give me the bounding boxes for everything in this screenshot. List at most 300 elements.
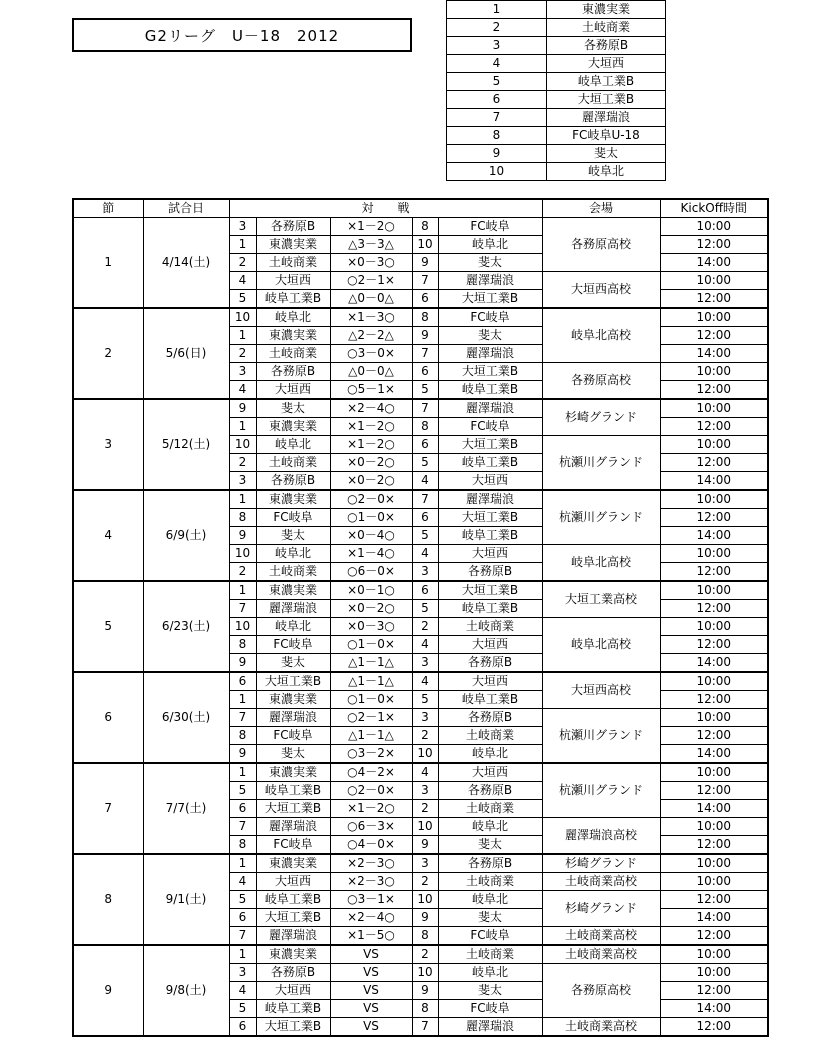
home-team: 大垣工業B: [256, 800, 330, 818]
match-result: ○4－0×: [330, 836, 412, 855]
away-team: 土岐商業: [438, 800, 542, 818]
away-team-number: 2: [412, 727, 438, 745]
home-team-number: 10: [229, 308, 256, 327]
kickoff-time: 12:00: [660, 782, 768, 800]
kickoff-time: 10:00: [660, 818, 768, 836]
header-round: 節: [73, 199, 143, 218]
header-venue: 会場: [542, 199, 660, 218]
match-result: ○6－3×: [330, 818, 412, 836]
kickoff-time: 10:00: [660, 709, 768, 727]
home-team-number: 3: [229, 363, 256, 381]
away-team: 土岐商業: [438, 727, 542, 745]
match-result: ○2－1×: [330, 709, 412, 727]
home-team: 大垣西: [256, 873, 330, 891]
away-team-number: 10: [412, 236, 438, 254]
match-result: ×1－4○: [330, 545, 412, 563]
match-result: ×1－2○: [330, 418, 412, 436]
home-team: 東濃実業: [256, 945, 330, 964]
away-team-number: 10: [412, 818, 438, 836]
away-team: 大垣西: [438, 472, 542, 491]
kickoff-time: 12:00: [660, 454, 768, 472]
team-row: [447, 37, 666, 55]
home-team: 大垣西: [256, 982, 330, 1000]
match-row: [73, 399, 768, 418]
away-team: 斐太: [438, 836, 542, 855]
match-result: ×1－3○: [330, 308, 412, 327]
match-result: ×1－5○: [330, 927, 412, 946]
team-number: 7: [447, 109, 547, 127]
home-team: 岐阜北: [256, 436, 330, 454]
team-name: 岐阜工業B: [547, 73, 666, 91]
kickoff-time: 10:00: [660, 672, 768, 691]
away-team: 各務原B: [438, 854, 542, 873]
home-team: 岐阜工業B: [256, 782, 330, 800]
home-team: 斐太: [256, 399, 330, 418]
home-team: 東濃実業: [256, 763, 330, 782]
home-team: FC岐阜: [256, 836, 330, 855]
away-team-number: 5: [412, 381, 438, 400]
home-team: 土岐商業: [256, 254, 330, 272]
kickoff-time: 10:00: [660, 272, 768, 290]
kickoff-time: 12:00: [660, 327, 768, 345]
home-team-number: 6: [229, 909, 256, 927]
away-team: 麗澤瑞浪: [438, 1018, 542, 1037]
away-team: 土岐商業: [438, 873, 542, 891]
header-kickoff: KickOff時間: [660, 199, 768, 218]
home-team-number: 5: [229, 782, 256, 800]
away-team: 大垣工業B: [438, 509, 542, 527]
away-team: 岐阜北: [438, 818, 542, 836]
away-team-number: 3: [412, 782, 438, 800]
match-result: ○2－0×: [330, 490, 412, 509]
team-name: 岐阜北: [547, 163, 666, 181]
home-team-number: 4: [229, 381, 256, 400]
round-number: 9: [73, 945, 143, 1036]
home-team-number: 4: [229, 272, 256, 290]
match-result: VS: [330, 945, 412, 964]
match-result: VS: [330, 982, 412, 1000]
venue: 杉崎グランド: [542, 891, 660, 927]
away-team: FC岐阜: [438, 1000, 542, 1018]
team-number: 9: [447, 145, 547, 163]
match-result: ○3－2×: [330, 745, 412, 764]
home-team-number: 6: [229, 1018, 256, 1037]
team-row: [447, 1, 666, 19]
venue: 岐阜北高校: [542, 618, 660, 673]
venue: 各務原高校: [542, 363, 660, 400]
home-team: 各務原B: [256, 964, 330, 982]
home-team-number: 5: [229, 1000, 256, 1018]
home-team-number: 9: [229, 654, 256, 673]
kickoff-time: 12:00: [660, 563, 768, 582]
match-row: [73, 763, 768, 782]
away-team: 岐阜工業B: [438, 381, 542, 400]
venue: 岐阜北高校: [542, 308, 660, 363]
match-row: [73, 672, 768, 691]
match-result: ○1－0×: [330, 509, 412, 527]
team-name: 東濃実業: [547, 1, 666, 19]
match-result: ○2－1×: [330, 272, 412, 290]
home-team-number: 8: [229, 509, 256, 527]
home-team-number: 1: [229, 691, 256, 709]
away-team-number: 8: [412, 418, 438, 436]
home-team-number: 9: [229, 527, 256, 545]
home-team-number: 4: [229, 873, 256, 891]
kickoff-time: 14:00: [660, 472, 768, 491]
match-result: ○2－0×: [330, 782, 412, 800]
match-result: ×0－1○: [330, 581, 412, 600]
home-team: 各務原B: [256, 363, 330, 381]
home-team: 斐太: [256, 527, 330, 545]
home-team-number: 1: [229, 854, 256, 873]
team-name: 各務原B: [547, 37, 666, 55]
away-team-number: 9: [412, 327, 438, 345]
away-team-number: 7: [412, 490, 438, 509]
away-team: 各務原B: [438, 782, 542, 800]
home-team: FC岐阜: [256, 727, 330, 745]
home-team: 土岐商業: [256, 454, 330, 472]
away-team: 各務原B: [438, 654, 542, 673]
match-result: ×2－4○: [330, 399, 412, 418]
venue: 岐阜北高校: [542, 545, 660, 582]
home-team-number: 6: [229, 800, 256, 818]
kickoff-time: 12:00: [660, 691, 768, 709]
away-team-number: 6: [412, 363, 438, 381]
match-result: ○3－0×: [330, 345, 412, 363]
kickoff-time: 14:00: [660, 527, 768, 545]
home-team: 岐阜工業B: [256, 1000, 330, 1018]
away-team: 土岐商業: [438, 618, 542, 636]
home-team-number: 9: [229, 399, 256, 418]
home-team: 東濃実業: [256, 691, 330, 709]
away-team-number: 2: [412, 873, 438, 891]
kickoff-time: 12:00: [660, 236, 768, 254]
kickoff-time: 10:00: [660, 218, 768, 236]
kickoff-time: 14:00: [660, 254, 768, 272]
venue: 杭瀬川グランド: [542, 436, 660, 491]
home-team-number: 2: [229, 254, 256, 272]
kickoff-time: 12:00: [660, 636, 768, 654]
home-team-number: 5: [229, 290, 256, 309]
match-result: ×0－2○: [330, 454, 412, 472]
home-team-number: 3: [229, 964, 256, 982]
kickoff-time: 10:00: [660, 399, 768, 418]
home-team-number: 7: [229, 600, 256, 618]
home-team-number: 2: [229, 345, 256, 363]
match-result: ×1－2○: [330, 436, 412, 454]
match-row: [73, 218, 768, 236]
home-team: 大垣西: [256, 381, 330, 400]
match-result: ○1－0×: [330, 691, 412, 709]
kickoff-time: 12:00: [660, 381, 768, 400]
match-result: VS: [330, 1000, 412, 1018]
away-team-number: 2: [412, 945, 438, 964]
home-team-number: 4: [229, 982, 256, 1000]
home-team: 麗澤瑞浪: [256, 600, 330, 618]
away-team: FC岐阜: [438, 418, 542, 436]
away-team: 斐太: [438, 327, 542, 345]
team-name: 土岐商業: [547, 19, 666, 37]
home-team: 大垣工業B: [256, 1018, 330, 1037]
match-date: 4/14(土): [143, 218, 229, 309]
home-team: 東濃実業: [256, 490, 330, 509]
match-result: △2－2△: [330, 327, 412, 345]
match-result: △0－0△: [330, 290, 412, 309]
team-row: [447, 163, 666, 181]
away-team: 岐阜工業B: [438, 454, 542, 472]
kickoff-time: 12:00: [660, 982, 768, 1000]
match-result: ×2－3○: [330, 873, 412, 891]
home-team-number: 8: [229, 727, 256, 745]
away-team-number: 4: [412, 636, 438, 654]
venue: 麗澤瑞浪高校: [542, 818, 660, 855]
kickoff-time: 12:00: [660, 891, 768, 909]
match-row: [73, 581, 768, 600]
kickoff-time: 10:00: [660, 763, 768, 782]
kickoff-time: 10:00: [660, 490, 768, 509]
venue: 土岐商業高校: [542, 1018, 660, 1037]
home-team-number: 5: [229, 891, 256, 909]
away-team-number: 8: [412, 1000, 438, 1018]
away-team: FC岐阜: [438, 218, 542, 236]
away-team: 大垣工業B: [438, 581, 542, 600]
home-team: 各務原B: [256, 218, 330, 236]
home-team-number: 1: [229, 327, 256, 345]
home-team: 大垣工業B: [256, 672, 330, 691]
away-team: 岐阜工業B: [438, 691, 542, 709]
home-team: 岐阜北: [256, 618, 330, 636]
round-number: 4: [73, 490, 143, 581]
kickoff-time: 10:00: [660, 308, 768, 327]
team-number: 1: [447, 1, 547, 19]
home-team-number: 10: [229, 545, 256, 563]
venue: 各務原高校: [542, 964, 660, 1018]
away-team-number: 3: [412, 854, 438, 873]
home-team-number: 3: [229, 218, 256, 236]
away-team-number: 2: [412, 800, 438, 818]
home-team: 岐阜北: [256, 308, 330, 327]
away-team: FC岐阜: [438, 308, 542, 327]
match-date: 6/9(土): [143, 490, 229, 581]
away-team: 大垣工業B: [438, 436, 542, 454]
kickoff-time: 14:00: [660, 1000, 768, 1018]
team-number: 2: [447, 19, 547, 37]
venue: 土岐商業高校: [542, 873, 660, 891]
match-result: △1－1△: [330, 654, 412, 673]
kickoff-time: 12:00: [660, 418, 768, 436]
away-team-number: 6: [412, 509, 438, 527]
kickoff-time: 10:00: [660, 545, 768, 563]
match-date: 6/30(土): [143, 672, 229, 763]
away-team: 大垣西: [438, 672, 542, 691]
away-team: 麗澤瑞浪: [438, 399, 542, 418]
team-number: 6: [447, 91, 547, 109]
away-team-number: 10: [412, 745, 438, 764]
venue: 大垣西高校: [542, 272, 660, 309]
match-result: △1－1△: [330, 727, 412, 745]
team-number: 10: [447, 163, 547, 181]
kickoff-time: 10:00: [660, 964, 768, 982]
match-date: 5/12(土): [143, 399, 229, 490]
team-row: [447, 19, 666, 37]
away-team: 麗澤瑞浪: [438, 490, 542, 509]
match-result: △1－1△: [330, 672, 412, 691]
away-team-number: 4: [412, 672, 438, 691]
team-number: 8: [447, 127, 547, 145]
away-team-number: 8: [412, 927, 438, 946]
away-team: 岐阜北: [438, 236, 542, 254]
round-number: 7: [73, 763, 143, 854]
kickoff-time: 12:00: [660, 836, 768, 855]
venue: 大垣工業高校: [542, 581, 660, 618]
match-date: 7/7(土): [143, 763, 229, 854]
match-result: ×0－3○: [330, 618, 412, 636]
home-team-number: 1: [229, 945, 256, 964]
header-date: 試合日: [143, 199, 229, 218]
team-name: 大垣工業B: [547, 91, 666, 109]
kickoff-time: 10:00: [660, 854, 768, 873]
venue: 杭瀬川グランド: [542, 709, 660, 764]
away-team-number: 8: [412, 308, 438, 327]
kickoff-time: 10:00: [660, 363, 768, 381]
home-team-number: 2: [229, 563, 256, 582]
home-team-number: 1: [229, 490, 256, 509]
home-team-number: 9: [229, 745, 256, 764]
away-team-number: 5: [412, 691, 438, 709]
match-result: ×1－2○: [330, 800, 412, 818]
away-team: 麗澤瑞浪: [438, 272, 542, 290]
match-result: ○6－0×: [330, 563, 412, 582]
home-team: 麗澤瑞浪: [256, 818, 330, 836]
away-team-number: 9: [412, 982, 438, 1000]
home-team: 土岐商業: [256, 345, 330, 363]
away-team-number: 6: [412, 436, 438, 454]
away-team-number: 9: [412, 254, 438, 272]
away-team: 大垣工業B: [438, 363, 542, 381]
home-team: 東濃実業: [256, 581, 330, 600]
home-team: FC岐阜: [256, 636, 330, 654]
kickoff-time: 14:00: [660, 745, 768, 764]
kickoff-time: 14:00: [660, 654, 768, 673]
away-team-number: 7: [412, 345, 438, 363]
team-number: 5: [447, 73, 547, 91]
away-team-number: 10: [412, 964, 438, 982]
team-row: [447, 55, 666, 73]
kickoff-time: 12:00: [660, 600, 768, 618]
home-team: 東濃実業: [256, 327, 330, 345]
away-team-number: 5: [412, 454, 438, 472]
away-team-number: 3: [412, 709, 438, 727]
home-team: FC岐阜: [256, 509, 330, 527]
away-team-number: 4: [412, 472, 438, 491]
home-team-number: 7: [229, 709, 256, 727]
match-result: VS: [330, 964, 412, 982]
match-result: ×1－2○: [330, 218, 412, 236]
home-team: 斐太: [256, 654, 330, 673]
team-row: [447, 109, 666, 127]
home-team: 斐太: [256, 745, 330, 764]
away-team-number: 4: [412, 545, 438, 563]
match-result: ×2－4○: [330, 909, 412, 927]
venue: 杉崎グランド: [542, 854, 660, 873]
venue: 各務原高校: [542, 218, 660, 272]
home-team-number: 3: [229, 472, 256, 491]
away-team-number: 3: [412, 563, 438, 582]
venue: 杭瀬川グランド: [542, 763, 660, 818]
kickoff-time: 10:00: [660, 945, 768, 964]
home-team-number: 6: [229, 672, 256, 691]
kickoff-time: 12:00: [660, 509, 768, 527]
kickoff-time: 10:00: [660, 873, 768, 891]
match-date: 9/1(土): [143, 854, 229, 945]
away-team-number: 7: [412, 399, 438, 418]
away-team: 各務原B: [438, 709, 542, 727]
page-title: G2リーグ U－18 2012: [72, 18, 412, 52]
home-team: 麗澤瑞浪: [256, 709, 330, 727]
kickoff-time: 14:00: [660, 345, 768, 363]
match-result: △3－3△: [330, 236, 412, 254]
match-result: ×0－2○: [330, 600, 412, 618]
away-team-number: 6: [412, 290, 438, 309]
venue: 杉崎グランド: [542, 399, 660, 436]
match-result: △0－0△: [330, 363, 412, 381]
away-team-number: 9: [412, 836, 438, 855]
away-team-number: 10: [412, 891, 438, 909]
team-name: 麗澤瑞浪: [547, 109, 666, 127]
round-number: 6: [73, 672, 143, 763]
home-team-number: 8: [229, 636, 256, 654]
home-team: 土岐商業: [256, 563, 330, 582]
round-number: 2: [73, 308, 143, 399]
team-number: 3: [447, 37, 547, 55]
match-result: ×0－3○: [330, 254, 412, 272]
away-team: 斐太: [438, 982, 542, 1000]
away-team: 麗澤瑞浪: [438, 345, 542, 363]
home-team: 東濃実業: [256, 418, 330, 436]
away-team: 各務原B: [438, 563, 542, 582]
match-result: ○3－1×: [330, 891, 412, 909]
home-team: 麗澤瑞浪: [256, 927, 330, 946]
away-team: 大垣工業B: [438, 290, 542, 309]
away-team-number: 3: [412, 654, 438, 673]
team-row: [447, 127, 666, 145]
away-team: 大垣西: [438, 636, 542, 654]
match-row: [73, 308, 768, 327]
kickoff-time: 14:00: [660, 909, 768, 927]
kickoff-time: 12:00: [660, 1018, 768, 1037]
away-team: 土岐商業: [438, 945, 542, 964]
away-team-number: 5: [412, 527, 438, 545]
home-team-number: 10: [229, 436, 256, 454]
home-team: 東濃実業: [256, 236, 330, 254]
home-team: 大垣工業B: [256, 909, 330, 927]
home-team-number: 1: [229, 581, 256, 600]
match-result: ○1－0×: [330, 636, 412, 654]
team-row: [447, 91, 666, 109]
away-team-number: 6: [412, 581, 438, 600]
team-list: [446, 0, 666, 181]
home-team: 東濃実業: [256, 854, 330, 873]
match-result: VS: [330, 1018, 412, 1037]
schedule-table: [72, 198, 769, 1037]
away-team: 岐阜工業B: [438, 600, 542, 618]
match-result: ×0－4○: [330, 527, 412, 545]
away-team-number: 8: [412, 218, 438, 236]
away-team: 斐太: [438, 254, 542, 272]
header-match: 対 戦: [229, 199, 542, 218]
team-name: 斐太: [547, 145, 666, 163]
kickoff-time: 10:00: [660, 618, 768, 636]
